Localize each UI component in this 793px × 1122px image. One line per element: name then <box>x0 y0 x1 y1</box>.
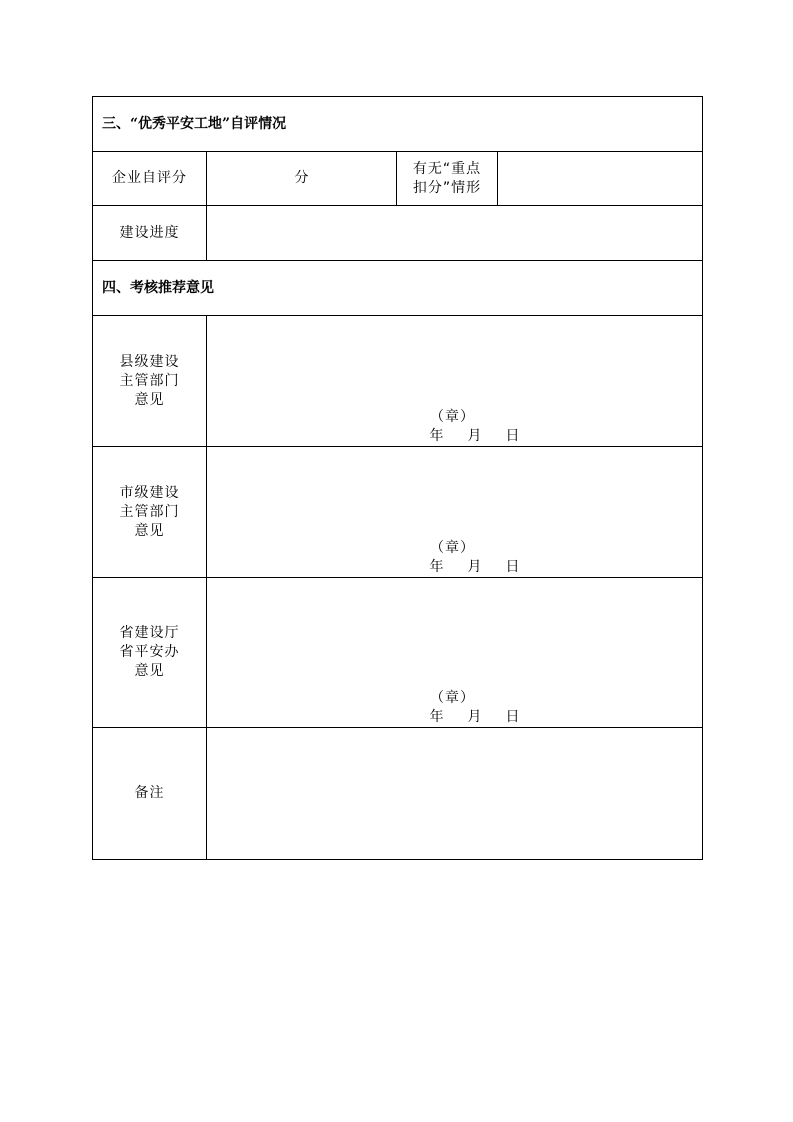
remarks-row <box>93 728 703 860</box>
remarks-label: 备注 <box>93 728 207 860</box>
progress-row <box>93 206 703 261</box>
province-label-line2: 省平安办 <box>119 644 180 660</box>
county-month-label: 月 <box>467 428 482 444</box>
city-opinion-row <box>93 447 703 578</box>
deduction-label-line2: 扣分”情形 <box>412 179 482 196</box>
province-opinion-field[interactable] <box>207 578 703 728</box>
county-date-line <box>247 427 702 446</box>
province-stamp-block <box>207 689 702 727</box>
city-stamp-block <box>207 539 702 577</box>
province-month-label: 月 <box>467 709 482 725</box>
province-label-line1: 省建设厅 <box>119 625 180 641</box>
city-label-line1: 市级建设 <box>119 484 180 501</box>
deduction-field[interactable] <box>498 152 703 206</box>
self-score-unit: 分 <box>294 170 309 186</box>
section4-title: 四、考核推荐意见 <box>93 261 703 316</box>
self-score-label: 企业自评分 <box>93 152 207 206</box>
city-year-label: 年 <box>429 559 444 575</box>
county-label-line3: 意见 <box>134 391 165 408</box>
province-opinion-row <box>93 578 703 728</box>
city-date-line <box>247 558 702 577</box>
county-year-label: 年 <box>429 428 444 444</box>
progress-field[interactable] <box>207 206 703 261</box>
city-label-line2: 主管部门 <box>119 503 180 520</box>
city-day-label: 日 <box>505 559 520 575</box>
section3-title: 三、“优秀平安工地”自评情况 <box>93 97 703 152</box>
city-opinion-field[interactable] <box>207 447 703 578</box>
county-opinion-field[interactable] <box>207 316 703 447</box>
city-stamp-label: （章） <box>430 540 476 556</box>
section4-header-row <box>93 261 703 316</box>
city-label-line3: 意见 <box>134 522 165 539</box>
county-opinion-row <box>93 316 703 447</box>
county-stamp-label: （章） <box>430 409 476 425</box>
county-label-line1: 县级建设 <box>119 353 180 370</box>
province-label-line3: 意见 <box>134 663 165 679</box>
section3-header-row <box>93 97 703 152</box>
province-day-label: 日 <box>505 709 520 725</box>
county-day-label: 日 <box>505 428 520 444</box>
deduction-label <box>397 152 498 206</box>
self-score-field[interactable] <box>207 152 397 206</box>
self-score-row <box>93 152 703 206</box>
province-stamp-label: （章） <box>430 690 476 706</box>
deduction-label-line1: 有无“重点 <box>412 160 482 177</box>
province-year-label: 年 <box>429 709 444 725</box>
city-opinion-label <box>93 447 207 578</box>
progress-label: 建设进度 <box>93 206 207 261</box>
evaluation-form-table <box>92 96 703 860</box>
county-stamp-block <box>207 408 702 446</box>
province-opinion-label <box>93 578 207 728</box>
county-label-line2: 主管部门 <box>119 372 180 389</box>
province-date-line <box>247 708 702 727</box>
remarks-field[interactable] <box>207 728 703 860</box>
city-month-label: 月 <box>467 559 482 575</box>
county-opinion-label <box>93 316 207 447</box>
